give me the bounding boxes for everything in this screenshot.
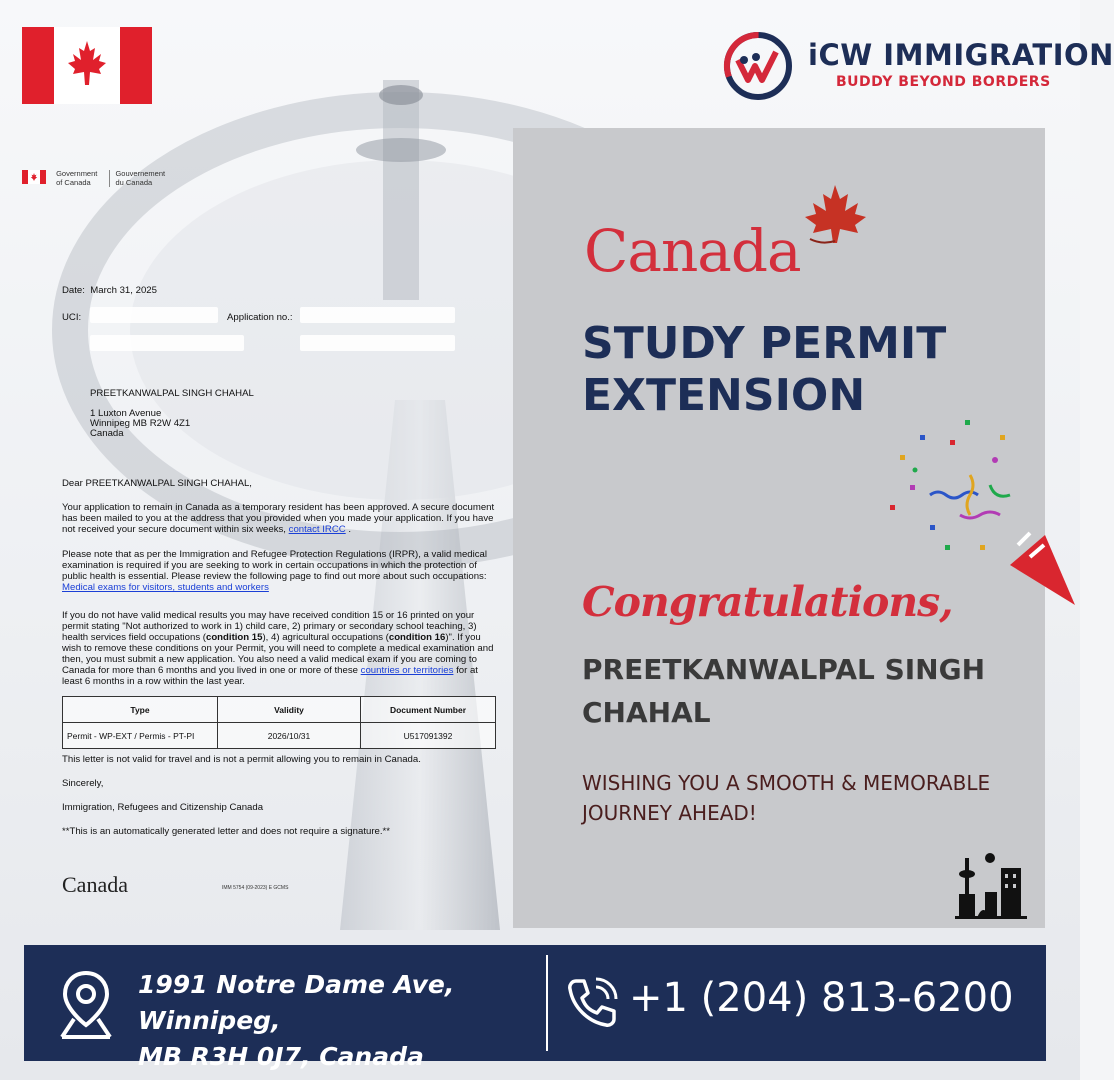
address-line: Winnipeg MB R2W 4Z1: [90, 418, 191, 429]
contact-footer: [24, 945, 1046, 1071]
approval-letter: [0, 150, 512, 910]
permit-table: [62, 696, 496, 749]
wish-message: WISHING YOU A SMOOTH & MEMORABLE JOURNEY AHEAD!: [582, 771, 991, 825]
countries-territories-link[interactable]: countries or territories: [360, 665, 454, 676]
gov-fr-2: du Canada: [115, 177, 153, 187]
address-line: 1991 Notre Dame Ave, Winnipeg,: [138, 970, 455, 1035]
table-header: Type: [63, 697, 218, 723]
uci-label: UCI:: [62, 312, 82, 323]
paragraph-conditions: If you do not have valid medical results you may have received condition 15 or 16 printed on your permit stating "Not authorized to work in 1) child care, 2) primary or secondary school teaching, 3) health services field occupations (condition 15), 4) agricultural occupations (condition 16)". If you wish to remove these conditions on your Permit, you will need to complete a medical examination and then, you must submit a new application. You also need a valid medical exam if you are coming to Canada for more than 6 months and you lived in one or more of these countries or territories for at least 6 months in a row within the last year.: [62, 610, 494, 687]
maple-leaf-icon: [802, 183, 868, 245]
address-line: 1 Luxton Avenue: [90, 408, 162, 419]
brand-tagline: BUDDY BEYOND BORDERS: [836, 74, 1051, 90]
government-signature: [22, 170, 165, 187]
icw-logo-mark: [722, 30, 794, 102]
redacted-application: [300, 307, 455, 323]
brand-name: iCW IMMIGRATION: [808, 38, 1114, 72]
address-line: MB R3H 0J7, Canada: [138, 1042, 424, 1071]
permit-type: Permit - WP-EXT / Permis - PT-PI: [63, 723, 218, 749]
gov-en-2: of Canada: [56, 177, 91, 187]
form-code: IMM 5754 (09-2023) E GCMS: [222, 885, 289, 891]
date-value: March 31, 2025: [90, 285, 157, 296]
title-line: STUDY PERMIT: [582, 318, 947, 369]
contact-ircc-link[interactable]: contact IRCC: [288, 524, 346, 535]
maple-leaf-icon: [66, 39, 108, 91]
salutation: Dear PREETKANWALPAL SINGH CHAHAL,: [62, 478, 252, 489]
closing: Sincerely,: [62, 778, 104, 789]
small-flag-icon: [22, 170, 46, 184]
footer-divider: [546, 955, 548, 1051]
permit-validity: 2026/10/31: [218, 723, 361, 749]
paragraph-approval: Your application to remain in Canada as a temporary resident has been approved. A secure document has been mailed to you at the address that you provided when you made your application. If you have not received your secure document within six weeks, contact IRCC .: [62, 502, 495, 535]
footer-phone[interactable]: +1 (204) 813-6200: [629, 975, 1014, 1021]
travel-note: This letter is not valid for travel and is not a permit allowing you to remain in Canada.: [62, 754, 421, 765]
confetti-icon: [870, 415, 1075, 605]
medical-exams-link[interactable]: Medical exams for visitors, students and workers: [62, 582, 269, 593]
paragraph-medical: Please note that as per the Immigration and Refugee Protection Regulations (IRPR), a valid medical examination is required if you are seeking to work in certain occupations in which the protection of public health is essential. Please review the following page to find out more about such occupations: Medical exams for visitors, students and workers: [62, 549, 488, 593]
congratulations-heading: Congratulations,: [582, 578, 953, 626]
redacted-uci: [90, 307, 218, 323]
gov-fr-1: Gouvernement: [115, 169, 166, 178]
auto-note: **This is an automatically generated letter and does not require a signature.**: [62, 826, 390, 837]
canada-wordmark: Canada: [62, 872, 128, 897]
application-label: Application no.:: [227, 312, 293, 323]
city-skyline-icon: [955, 848, 1027, 920]
canada-flag: [22, 27, 152, 104]
date-label: Date:: [62, 285, 85, 296]
address-line: Canada: [90, 428, 124, 439]
footer-address: [138, 967, 538, 1075]
student-name: PREETKANWALPAL SINGH CHAHAL: [582, 653, 986, 729]
signature: Immigration, Refugees and Citizenship Canada: [62, 802, 264, 813]
redacted-field: [300, 335, 455, 351]
location-pin-icon: [56, 967, 116, 1039]
redacted-field: [90, 335, 244, 351]
gov-en-1: Government: [56, 169, 98, 178]
table-row: [63, 723, 496, 749]
panel-canada-heading: Canada: [584, 217, 801, 285]
phone-icon: [562, 973, 622, 1033]
table-header: Validity: [218, 697, 361, 723]
icw-logo: [722, 30, 1114, 102]
table-header: Document Number: [361, 697, 496, 723]
recipient-name: PREETKANWALPAL SINGH CHAHAL: [90, 388, 254, 399]
panel-title: [582, 318, 946, 422]
title-line: EXTENSION: [582, 370, 866, 421]
document-number: U517091392: [361, 723, 496, 749]
